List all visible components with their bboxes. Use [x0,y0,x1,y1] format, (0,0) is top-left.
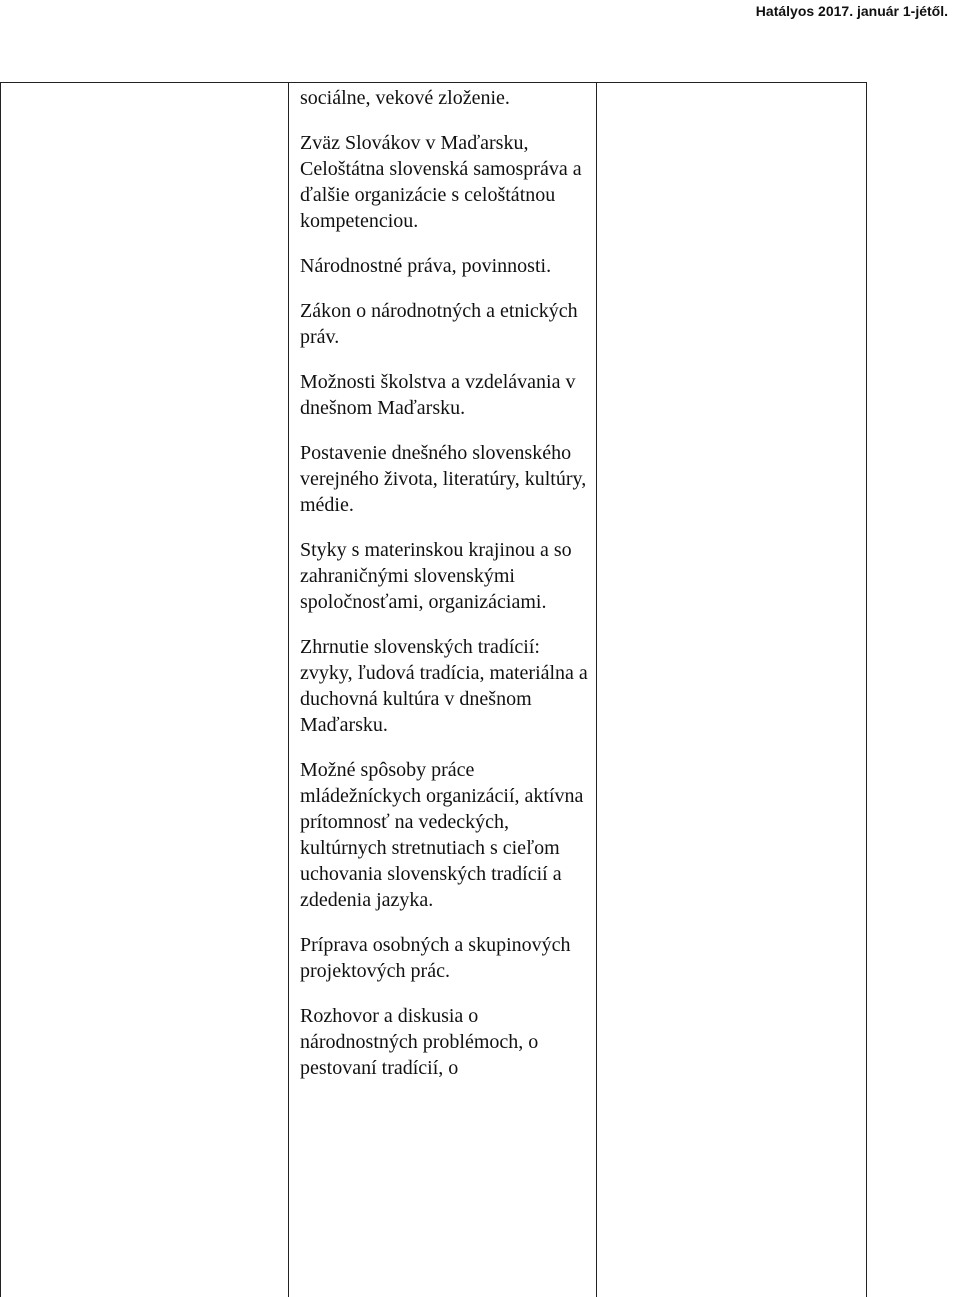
content-column [300,85,592,1100]
paragraph: Postavenie dnešného slovenského verejného života, literatúry, kultúry, médie. [300,442,587,516]
paragraph: Zákon o národnotných a etnických práv. [300,300,578,348]
paragraph: Národnostné práva, povinnosti. [300,255,552,277]
table-column-divider-left [288,83,289,1297]
paragraph: sociálne, vekové zloženie. [300,87,510,109]
paragraph: Styky s materinskou krajinou a so zahraničnými slovenskými spoločnosťami, organizáciami. [300,539,572,613]
effective-date-header: Hatályos 2017. január 1-jétől. [755,3,948,19]
paragraph: Zhrnutie slovenských tradícií: zvyky, ľudová tradícia, materiálna a duchovná kultúra v dnešnom Maďarsku. [300,636,588,736]
paragraph: Možné spôsoby práce mládežníckych organizácií, aktívna prítomnosť na vedeckých, kultúrnych stretnutiach s cieľom uchovania slovenských tradícií a zdedenia jazyka. [300,759,584,911]
table-column-divider-right [596,83,597,1297]
paragraph: Zväz Slovákov v Maďarsku, Celoštátna slovenská samospráva a ďalšie organizácie s celoštátnou kompetenciou. [300,132,582,232]
curriculum-table [0,82,867,1297]
paragraph: Rozhovor a diskusia o národnostných problémoch, o pestovaní tradícií, o [300,1005,539,1079]
paragraph: Možnosti školstva a vzdelávania v dnešnom Maďarsku. [300,371,576,419]
paragraph: Príprava osobných a skupinových projektových prác. [300,934,571,982]
